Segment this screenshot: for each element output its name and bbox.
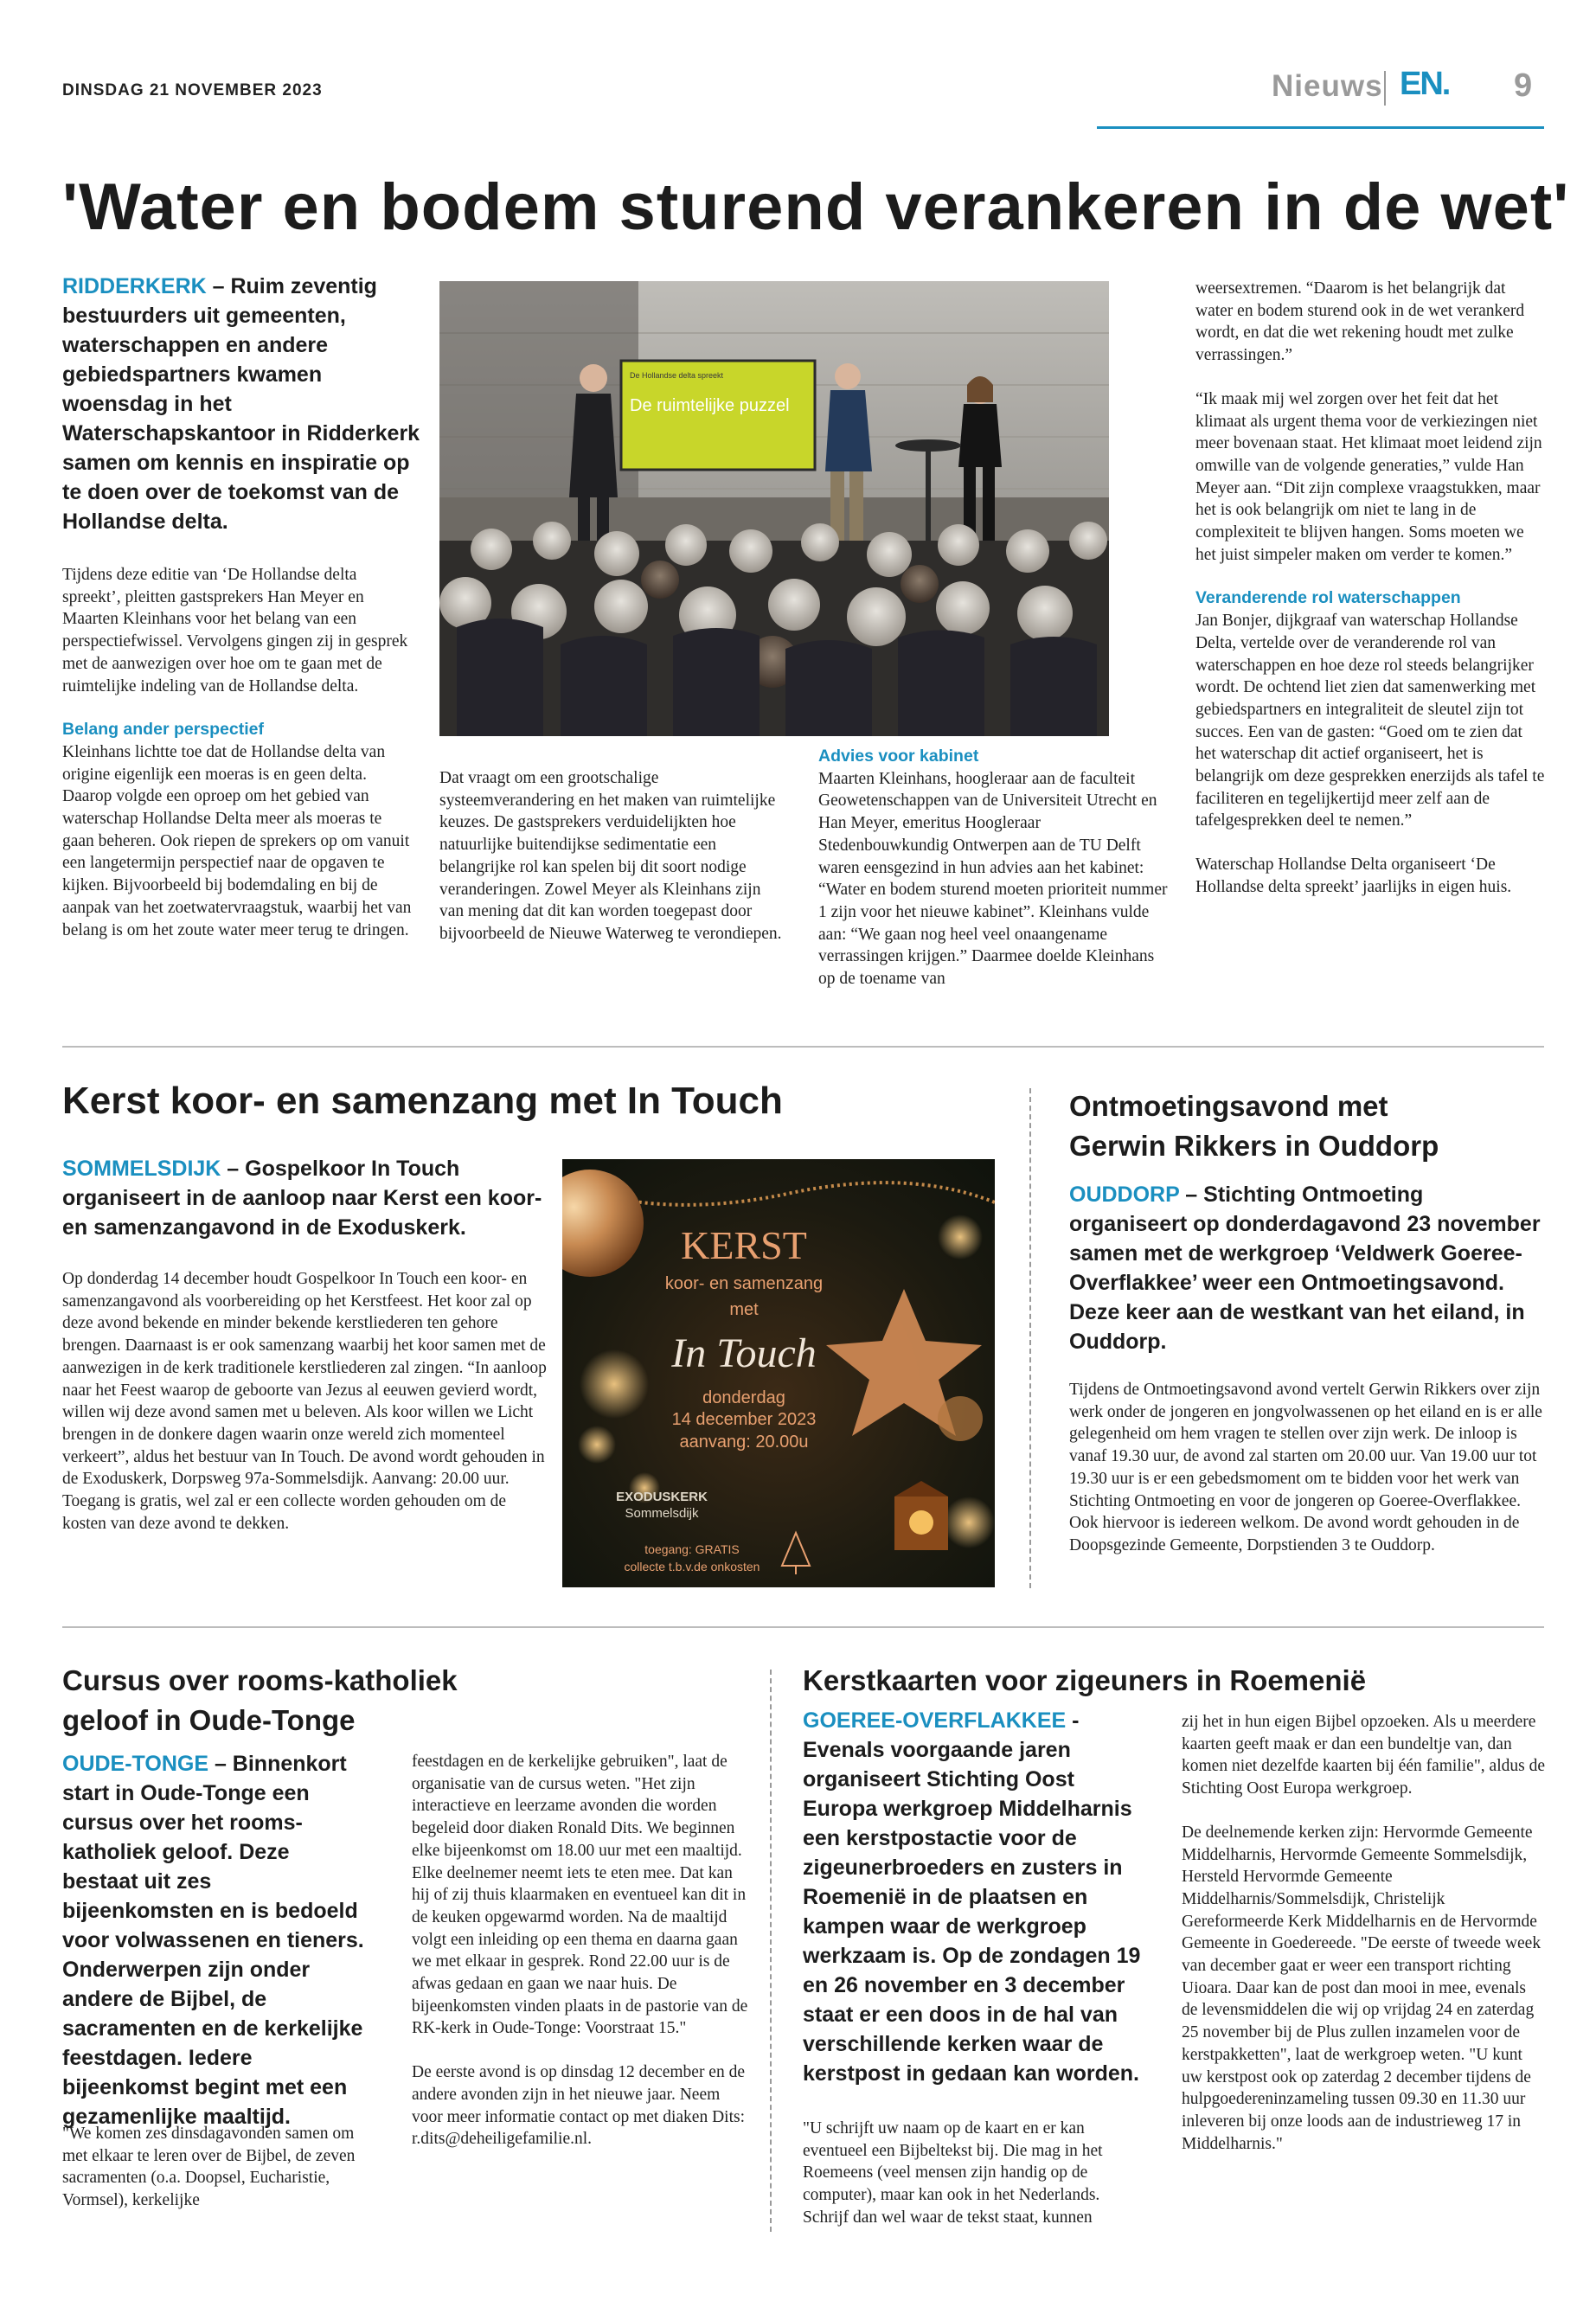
poster-line: aanvang: 20.00u [679,1433,809,1452]
article4-headline-line: geloof in Oude-Tonge [62,1704,356,1736]
poster-line: koor- en samenzang [664,1274,824,1293]
article2-body [62,1268,547,1556]
article4-lead [62,1749,367,2131]
article5-col2 [1182,1711,1545,2176]
article1-paragraph: Jan Bonjer, dijkgraaf van waterschap Hollandse Delta, vertelde over de veranderende rol van waterschappen en hoe deze rol steeds belangrijker wordt. De ochtend liet zien dat samenwerking met gebiedspartners en integraliteit de sleutel zijn tot succes. Een van de gasten: “Goed om te zien dat het waterschap dit actief organiseert, het is belangrijk om deze gesprekken enerzijds als tafel te faciliteren en tegelijkertijd meer zelf aan de tafelgesprekken deel te nemen.” [1195,612,1545,830]
article2-headline: Kerst koor- en samenzang met In Touch [62,1080,783,1122]
article2-lead [62,1154,547,1242]
article1-subheading-3: Veranderende rol waterschappen [1195,588,1461,608]
article1-paragraph: Waterschap Hollandse Delta organiseert ‘De Hollandse delta spreekt’ jaarlijks in eigen huis. [1195,856,1512,896]
article1-col3 [818,746,1170,1012]
article1-lead-text: – Ruim zeventig bestuurders uit gemeenten, waterschappen en andere gebiedspartners kwamen woensdag in het Waterschapskantoor in Ridderkerk samen om kennis en inspiratie op te doen over de toekomst van de Hollandse delta. [62,274,420,534]
article5-col1 [803,2118,1149,2251]
article3-lead [1069,1180,1547,1356]
article5-lead [803,1706,1149,2088]
article3-headline-line: Ontmoetingsavond met [1069,1090,1388,1122]
poster-title: KERST [681,1223,807,1267]
article3-headline-line: Gerwin Rikkers in Ouddorp [1069,1130,1439,1162]
poster-line: 14 december 2023 [671,1410,817,1429]
article4-headline-line: Cursus over rooms-katholiek [62,1664,458,1696]
article1-lead [62,272,424,536]
article3-place: OUDDORP [1069,1183,1180,1207]
article5-place: GOEREE-OVERFLAKKEE [803,1708,1067,1733]
poster-line: met [729,1300,759,1319]
article3-lead-text: – Stichting Ontmoeting organiseert op donderdagavond 23 november samen met de werkgroep ‘Veldwerk Goeree-Overflakkee’ weer een Ontmoetingsavond. Deze keer aan de westkant van het eiland, in Ouddorp. [1069,1183,1541,1354]
article1-place: RIDDERKERK [62,274,207,298]
audience [439,522,1109,736]
article2-lead-text: – Gospelkoor In Touch organiseert in de aanloop naar Kerst een koor- en samenzangavond in de Exoduskerk. [62,1157,542,1240]
article4-headline [62,1661,547,1740]
column-divider [1029,1088,1031,1588]
article1-paragraph: Kleinhans lichtte toe dat de Hollandse delta van origine eigenlijk een moeras is en geen delta. Daarop volgde een oproep om het gebied van waterschap Hollandse Delta meer als moeras te gaan beheren. Ook riepen de sprekers op om vanuit een langetermijn perspectief naar de opgaven te kijken. Bijvoorbeeld bij bodemdaling en bij de aanpak van het zoetwatervraagstuk, waarbij het van belang is om het zoute water meer terug te dringen. [62,742,412,939]
kerst-poster [562,1159,995,1587]
article1-paragraph: Maarten Kleinhans, hoogleraar aan de faculteit Geowetenschappen van de Universiteit Utrecht en Han Meyer, emeritus Hoogleraar Stedenbouwkundig Ontwerpen aan de TU Delft waren eensgezind in hun advies aan het kabinet: “Water en bodem sturend moeten prioriteit nummer 1 zijn voor het nieuwe kabinet”. Kleinhans vulde aan: “We gaan nog heel veel onaangename verrassingen krijgen.” Daarmee doelde Kleinhans op de toename van [818,769,1168,989]
article4-paragraph: "We komen zes dinsdagavonden samen om met elkaar te leren over de Bijbel, de zeven sacramenten (o.a. Doopsel, Eucharistie, Vormsel), kerkelijke [62,2125,356,2210]
poster-line: toegang: GRATIS [644,1542,740,1556]
article5-paragraph: De deelnemende kerken zijn: Hervormde Gemeente Middelharnis, Hervormde Gemeente Sommelsdijk, Hersteld Hervormde Gemeente Middelharnis/Sommelsdijk, Christelijk Gereformeerde Kerk Middelharnis en de Hervormde Gemeente in Goedereede. "De eerste of tweede week van december gaat er weer een transport richting Uioara. Daar kan de post dan mooi in mee, evenals de levensmiddelen die wij op vrijdag 24 en zaterdag 25 november bij de Plus zullen inzamelen voor de kerstpakketten", laat de werkgroep weten. "U kunt uw kerstpost ook op zaterdag 2 december tijdens de hulpgoedereninzameling tussen 09.30 en 11.30 uur inleveren bij onze loods aan de industrieweg 17 in Middelharnis." [1182,1823,1542,2153]
header-rule [1097,126,1544,129]
article1-paragraph: Tijdens deze editie van ‘De Hollandse delta spreekt’, pleitten gastsprekers Han Meyer en Maarten Kleinhans voor het belang van een perspectiefwissel. Vervolgens gingen zij in gesprek met de aanwezigen over hoe om te gaan met de ruimtelijke indeling van de Hollandse delta. [62,566,408,695]
screen-title-text: De ruimtelijke puzzel [630,396,790,415]
article2-paragraph: Op donderdag 14 december houdt Gospelkoor In Touch een koor- en samenzangavond als voorbereiding op het Kerstfeest. Het koor zal op deze avond bekende en minder bekende kerstliederen ten gehore brengen. Daarnaast is er ook samenzang waarbij het koor samen met de aanwezigen in de kerk traditionele kerstliederen zal zingen. “In aanloop naar het Feest waarop de geboorte van Jezus al eeuwen gevierd wordt, willen wij deze avond samen met u beleven. Als koor willen we Licht brengen in de donkere dagen waarin onze wereld zich momenteel verkeert”, aldus het bestuur van In Touch. De avond wordt gehouden in de Exoduskerk, Dorpsweg 97a-Sommelsdijk. Aanvang: 20.00 uur. Toegang is gratis, wel zal er een collecte worden gehouden om de kosten van deze avond te dekken. [62,1270,547,1533]
article5-lead-text: - Evenals voorgaande jaren organiseert Stichting Oost Europa werkgroep Middelharnis een kerstpostactie voor de zigeunerbroeders en zusters in Roemenië in de plaatsen en kampen waar de werkgroep werkzaam is. Op de zondagen 19 en 26 november en 3 december staat er een doos in de hal van verschillende kerken waar de kerstpost in gedaan kan worden. [803,1708,1141,2086]
article1-headline: 'Water en bodem sturend verankeren in de wet' [62,170,1570,244]
screen-small-text: De Hollandse delta spreekt [630,371,724,380]
poster-line: EXODUSKERK [616,1490,708,1504]
article4-place: OUDE-TONGE [62,1752,208,1776]
article1-col2 [439,767,785,967]
conference-photo [439,281,1109,736]
article1-paragraph: “Ik maak mij wel zorgen over het feit dat het klimaat als urgent thema voor de verkiezingen niet meer bovenaan staat. Het klimaat moet leidend zijn omwille van de volgende generaties,” vulde Han Meyer aan. “Dit zijn complexe vraagstukken, maar het is ook belangrijk om niet te lang in de complexiteit te blijven hangen. Soms moeten we het juist simpeler maken om verder te komen.” [1195,389,1542,564]
article3-paragraph: Tijdens de Ontmoetingsavond avond vertelt Gerwin Rikkers over zijn werk onder de jongeren en jongvolwassenen op het eiland en is er alle gelegenheid om hem vragen te stellen over zijn werk. De inloop is vanaf 19.30 uur, de avond zal starten om 20.00 uur. Van 19.00 uur tot 19.30 uur is er een gebedsmoment om te bidden voor het werk van Stichting Ontmoeting en voor de jongeren op Goeree-Overflakkee. Ook hiervoor is iedereen welkom. De avond wordt gehouden in de Doopsgezinde Gemeente, Dorpstienden 3 te Ouddorp. [1069,1381,1542,1554]
article1-col1 [62,564,417,963]
article4-paragraph: feestdagen en de kerkelijke gebruiken", laat de organisatie van de cursus weten. "Het zijn interactieve en leerzame avonden die worden begeleid door diaken Ronald Dits. We beginnen elke bijeenkomst om 18.00 uur met een maaltijd. Elke deelnemer neemt iets te eten mee. Dat kan hij of zij thuis klaarmaken en eventueel kan dit in de keuken opgewarmd worden. Na de maaltijd volgt een inleiding op een thema en daarna gaan we met elkaar in gesprek. Rond 22.00 uur is de afwas gedaan en gaan we naar huis. De bijeenkomsten vinden plaats in de pastorie van de RK-kerk in Oude-Tonge: Voorstraat 15." [412,1753,748,2038]
article4-col2 [412,1751,751,2172]
article1-col4 [1195,278,1545,920]
section-divider [62,1046,1544,1048]
article3-body [1069,1379,1547,1579]
issue-date: DINSDAG 21 NOVEMBER 2023 [62,81,323,99]
article4-lead-text: – Binnenkort start in Oude-Tonge een cursus over het rooms-katholiek geloof. Deze bestaat uit zes bijeenkomsten en is bedoeld voor volwassenen en tieners. Onderwerpen zijn onder andere de Bijbel, de sacramenten en de kerkelijke feestdagen. Iedere bijeenkomst begint met een gezamenlijke maaltijd. [62,1752,364,2129]
poster-line: collecte t.b.v.de onkosten [624,1560,760,1574]
newspaper-logo: EN. [1400,66,1450,102]
article3-headline [1069,1086,1554,1166]
header-divider [1384,71,1386,106]
article5-headline: Kerstkaarten voor zigeuners in Roemenië [803,1664,1367,1696]
section-divider [62,1626,1544,1628]
article1-subheading-1: Belang ander perspectief [62,720,264,740]
article5-paragraph: "U schrijft uw naam op de kaart en er kan eventueel een Bijbeltekst bij. Die mag in het Roemeens (veel mensen zijn handig op de computer), maar kan ook in het Nederlands. Schrijf dan wel waar de tekst staat, kunnen [803,2119,1103,2227]
article1-paragraph: weersextremen. “Daarom is het belangrijk dat water en bodem sturend ook in de wet verankerd wordt, en dat die wet rekening houdt met zulke verrassingen.” [1195,279,1525,365]
page-number: 9 [1514,67,1533,104]
poster-line: donderdag [702,1388,785,1407]
poster-line: Sommelsdijk [625,1506,699,1521]
article1-subheading-2: Advies voor kabinet [818,747,979,766]
article4-paragraph: De eerste avond is op dinsdag 12 december en de andere avonden zijn in het nieuwe jaar. Neem voor meer informatie contact op met diaken Dits: r.dits@deheiligefamilie.nl. [412,2063,746,2149]
article4-col1 [62,2123,374,2234]
section-label: Nieuws [1272,69,1383,103]
article1-photo [439,281,1109,736]
poster-graphic [562,1159,995,1587]
article1-paragraph: Dat vraagt om een grootschalige systeemverandering en het maken van ruimtelijke keuzes. De gastsprekers verduidelijkten hoe natuurlijke buitendijkse sedimentatie een belangrijke rol kan spelen bij dit soort nodige veranderingen. Zowel Meyer als Kleinhans zijn van mening dat dit kan worden toegepast door bijvoorbeeld de Nieuwe Waterweg te verondiepen. [439,769,782,943]
column-divider [770,1670,772,2232]
poster-in-touch: In Touch [671,1330,817,1376]
article2-place: SOMMELSDIJK [62,1157,221,1181]
article5-paragraph: zij het in hun eigen Bijbel opzoeken. Als u meerdere kaarten geeft maak er dan een bundeltje van, dan komen niet dezelfde kaarten bij één familie", aldus de Stichting Oost Europa werkgroep. [1182,1713,1545,1798]
